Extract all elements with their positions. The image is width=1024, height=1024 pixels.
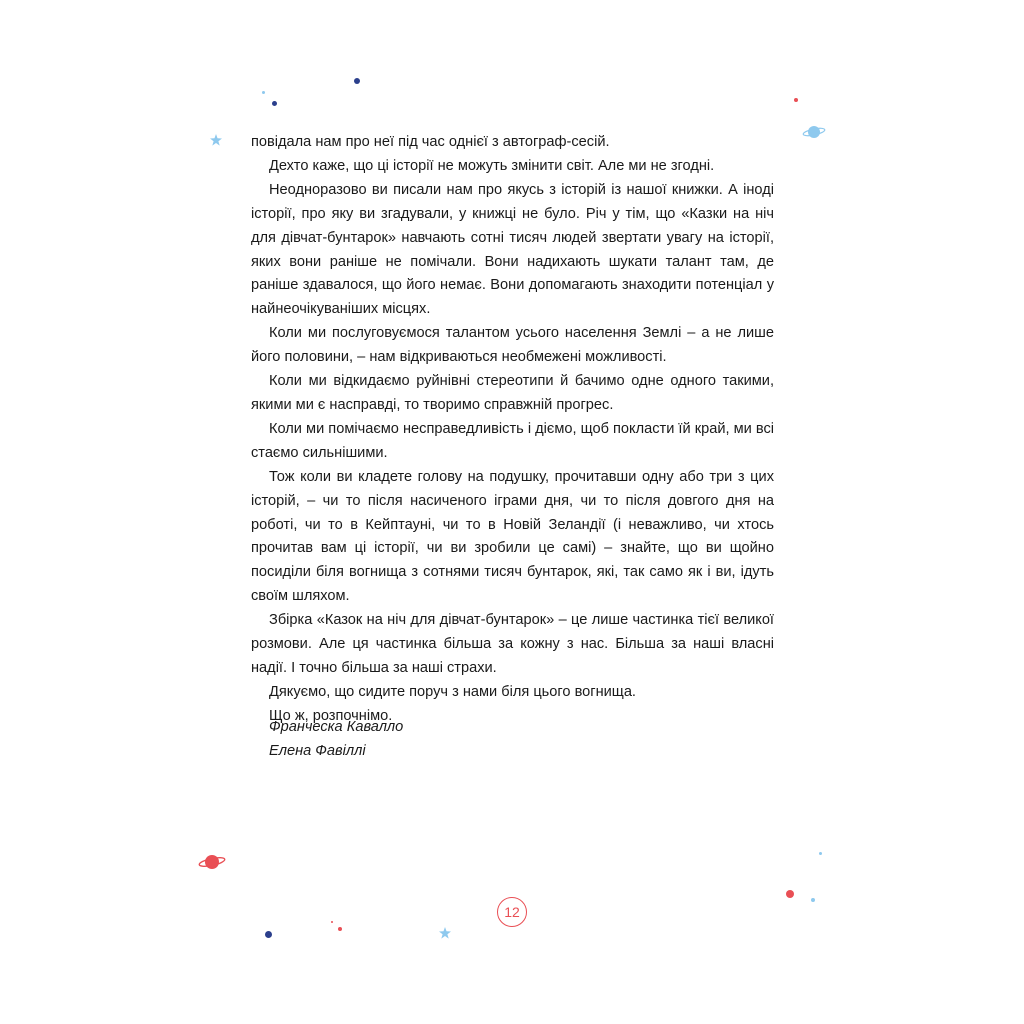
paragraph: Тож коли ви кладете голову на подушку, прочитавши одну або три з цих історій, – чи то після насиченого іграми дня, чи то після довгого дня на роботі, чи то в Кейптауні, чи то в Новій Зеландії (і неважливо, чи хтось прочитав вам ці історії, чи ви зробили це самі) – знайте, що ви щойно посиділи біля вогнища з сотнями тисяч бунтарок, які, так само як і ви, ідуть своїм шляхом.	[251, 468, 774, 605]
paragraph: Коли ми помічаємо несправедливість і діємо, щоб покласти їй край, ми всі стаємо сильнішими.	[251, 420, 774, 461]
author-name: Франческа Кавалло	[269, 719, 404, 735]
dot-icon	[811, 898, 815, 902]
author-name: Елена Фавіллі	[269, 742, 366, 759]
paragraph: Дякуємо, що сидите поруч з нами біля цього вогнища.	[269, 683, 636, 700]
paragraph: повідала нам про неї під час однієї з автограф-сесій.	[251, 134, 610, 150]
paragraph: Коли ми послуговуємося талантом усього населення Землі – а не лише його половини, – нам відкриваються необмежені можливості.	[251, 325, 774, 366]
body-text	[251, 131, 774, 729]
dot-icon	[786, 890, 794, 898]
dot-icon	[819, 852, 822, 855]
dot-icon	[354, 78, 360, 84]
dot-icon	[338, 927, 342, 931]
dot-icon	[272, 101, 277, 106]
paragraph: Дехто каже, що ці історії не можуть змінити світ. Але ми не згодні.	[269, 157, 715, 174]
paragraph: Коли ми відкидаємо руйнівні стереотипи й бачимо одне одного такими, якими ми є насправді, то творимо справжній прогрес.	[251, 373, 774, 413]
dot-icon	[265, 931, 272, 938]
planet-icon	[198, 852, 226, 872]
page-number: 12	[497, 897, 527, 927]
paragraph: Збірка «Казок на ніч для дівчат-бунтарок» – це лише частинка тієї великої розмови. Але ця частинка більша за кожну з нас. Більша за наші власні надії. І точно більша за наші страхи.	[251, 612, 774, 676]
star-icon	[439, 927, 451, 939]
paragraph: Неодноразово ви писали нам про якусь з історій із нашої книжки. А іноді історії, про яку ви згадували, у книжці не було. Річ у тім, що «Казки на ніч для дівчат-бунтарок» навчають сотні тисяч людей звертати увагу на історії, яких вони раніше не помічали. Вони надихають шукати талант там, де раніше здавалося, що його немає. Вони допомагають знаходити потенціал у найнеочікуваніших місцях.	[251, 181, 774, 318]
star-icon	[210, 134, 222, 146]
planet-icon	[802, 123, 826, 141]
paragraph: Що ж, розпочнімо.	[269, 707, 393, 724]
dot-icon	[262, 91, 265, 94]
dot-icon	[331, 921, 333, 923]
signature	[269, 716, 403, 764]
dot-icon	[794, 98, 798, 102]
